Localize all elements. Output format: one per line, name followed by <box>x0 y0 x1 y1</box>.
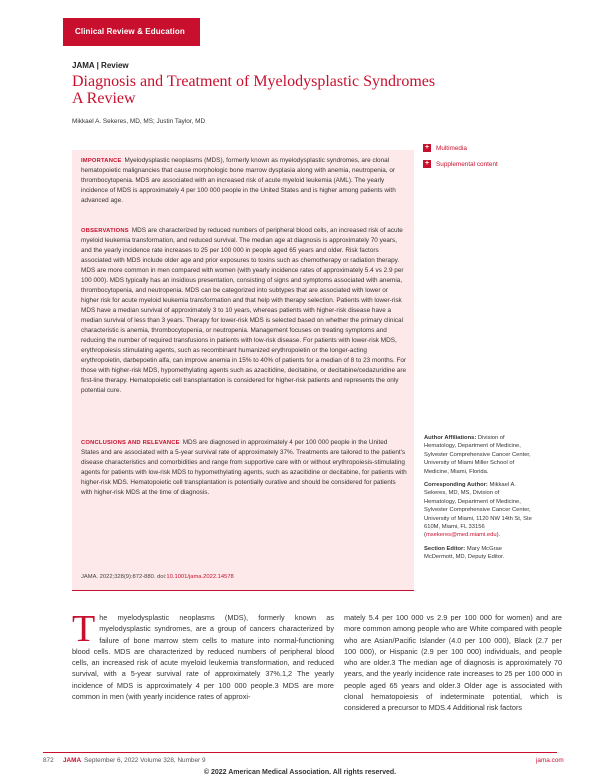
affiliations-text: Division of Hematology, Department of Medicine, Sylvester Comprehensive Cancer Center, University of Miami Miller School of Medicine, Miami, Florida. <box>424 435 531 475</box>
title-line-1: Diagnosis and Treatment of Myelodysplastic Syndromes <box>72 73 436 90</box>
journal-name: JAMA <box>63 757 82 764</box>
importance-heading: IMPORTANCE <box>81 158 122 164</box>
corresponding-author <box>424 481 532 540</box>
corresponding-heading: Corresponding Author: <box>424 482 488 489</box>
abstract-importance <box>81 156 407 206</box>
supplemental-content-link[interactable] <box>423 160 498 168</box>
issue-info: September 6, 2022 Volume 328, Number 9 <box>84 757 206 764</box>
corresponding-tail: ). <box>496 532 501 539</box>
citation-text: JAMA. 2022;328(9):872-880. doi: <box>81 574 167 580</box>
body-column-1 <box>72 608 334 702</box>
article-type: JAMA | Review <box>72 61 129 70</box>
section-banner <box>63 18 200 46</box>
drop-cap: T <box>72 608 96 650</box>
abstract-observations <box>81 226 407 396</box>
email-link[interactable]: msekeres@med.miami.edu <box>425 532 497 539</box>
doi-link[interactable]: 10.1001/jama.2022.14578 <box>166 574 234 580</box>
citation <box>81 574 234 580</box>
section-editor <box>424 545 532 562</box>
multimedia-label: Multimedia <box>436 144 467 152</box>
abstract-box <box>72 150 414 591</box>
section-editor-heading: Section Editor: <box>424 545 466 552</box>
page-number: 872 <box>43 757 54 764</box>
multimedia-link[interactable] <box>423 144 498 152</box>
plus-icon: + <box>424 144 430 151</box>
section-banner-label: Clinical Review & Education <box>75 27 185 36</box>
side-links <box>423 144 498 176</box>
observations-heading: OBSERVATIONS <box>81 228 129 234</box>
conclusions-text: MDS are diagnosed in approximately 4 per 100 000 people in the United States and are associated with a 5-year survival rate of approximately 37%. Treatments are tailored to the patient's disease characteristics and comorbidities and range from supportive care with or without erythropoiesis-stimulating agents for patients with low-risk MDS to hypomethylating agents, such as azacitidine or decitabine, for patients with higher-risk MDS. Hematopoietic cell transplantation is potentially curative and should be considered for patients with higher-risk MDS at the time of diagnosis. <box>81 439 407 496</box>
author-list: Mikkael A. Sekeres, MD, MS; Justin Taylor, MD <box>72 118 206 125</box>
footer-divider <box>43 752 557 753</box>
observations-text: MDS are characterized by reduced numbers of peripheral blood cells, an increased risk of acute myeloid leukemia transformation, and reduced survival. The median age at diagnosis is approximately 70 years, and the yearly incidence rate increases to 25 per 100 000 in people aged 65 years and older. Risk factors associated with MDS include older age and prior exposures to toxins such as chemotherapy or radiation therapy. MDS are more common in men compared with women (with yearly incidence rates of approximately 5.4 vs 2.9 per 100 000). MDS typically has an insidious presentation, consisting of signs and symptoms associated with anemia, thrombocytopenia, and neutropenia. MDS can be categorized into subtypes that are associated with lower or higher risk for acute myeloid leukemia transformation and that help with therapy selection. Patients with lower-risk MDS have a median survival of approximately 3 to 10 years, whereas patients with higher-risk disease have a median survival of less than 3 years. Therapy for lower-risk MDS is selected based on whether the primary clinical characteristic is anemia, thrombocytopenia, or neutropenia. Management focuses on treating symptoms and reducing the number of required transfusions in patients with low-risk disease. For patients with lower-risk MDS, erythropoiesis stimulating agents, such as recombinant humanized erythropoietin or the longer-acting erythropoietin, darbepoetin alfa, can improve anemia in 15% to 40% of patients for a median of 8 to 23 months. For those with higher-risk MDS, hypomethylating agents such as azacitidine, decitabine, or decitabine/cedazuridine are first-line therapy. Hematopoietic cell transplantation is considered for higher-risk patients and represents the only potential cure. <box>81 227 407 394</box>
supplemental-content-label: Supplemental content <box>436 160 498 168</box>
body-column-2-text: mately 5.4 per 100 000 vs 2.9 per 100 000 for women) and are more common among people who are White compared with people who are Asian/Pacific Islander (4.0 per 100 000), Black (2.7 per 100 000), or Hispanic (2.9 per 100 000) individuals, and people who are older.3 The median age of diagnosis is approximately 70 years, and the yearly incidence rate increases to 25 per 100 000 in people aged 65 years and older.3 Older age is associated with clonal hematopoiesis of indeterminate potential, which is considered a precursor to MDS.4 Additional risk factors <box>344 613 562 713</box>
side-info <box>424 434 532 567</box>
title-line-2: A Review <box>72 90 136 107</box>
section-editor-text: Mary McGrae McDermott, MD, Deputy Editor. <box>424 545 505 561</box>
body-column-1-text: he myelodysplastic neoplasms (MDS), formerly known as myelodysplastic syndromes, are a group of cancers characterized by failure of bone marrow stem cells to mature into normal-functioning blood cells. MDS are characterized by reduced numbers of peripheral blood cells, an increased risk of acute myeloid leukemia transformation, and reduced survival, with a 5-year survival rate of approximately 37%.1,2 The yearly incidence of MDS is approximately 4 per 100 000 people.3 MDS are more common in men (with yearly incidence rates of approxi- <box>72 613 334 702</box>
importance-text: Myelodysplastic neoplasms (MDS), formerly known as myelodysplastic syndromes, are clonal hematopoietic malignancies that cause morphologic bone marrow dysplasia along with anemia, neutropenia, or thrombocytopenia. MDS are associated with an increased risk of acute myeloid leukemia (AML). The yearly incidence of MDS is approximately 4 per 100 000 people in the United States and is higher among patients with advanced age. <box>81 157 396 204</box>
article-title <box>72 73 435 107</box>
body-column-2 <box>344 612 562 714</box>
site-link[interactable]: jama.com <box>536 757 564 764</box>
affiliations-heading: Author Affiliations: <box>424 435 477 441</box>
abstract-conclusions <box>81 438 407 498</box>
corresponding-text: Mikkael A. Sekeres, MD, MS, Division of Hematology, Department of Medicine, Sylvester Comprehensive Cancer Center, University of Miami, 1120 NW 14th St, Ste 610M, Miami, FL 33156 ( <box>424 482 532 539</box>
copyright: © 2022 American Medical Association. All rights reserved. <box>203 769 397 776</box>
author-affiliations <box>424 434 532 476</box>
plus-icon: + <box>424 160 430 167</box>
conclusions-heading: CONCLUSIONS AND RELEVANCE <box>81 440 180 446</box>
